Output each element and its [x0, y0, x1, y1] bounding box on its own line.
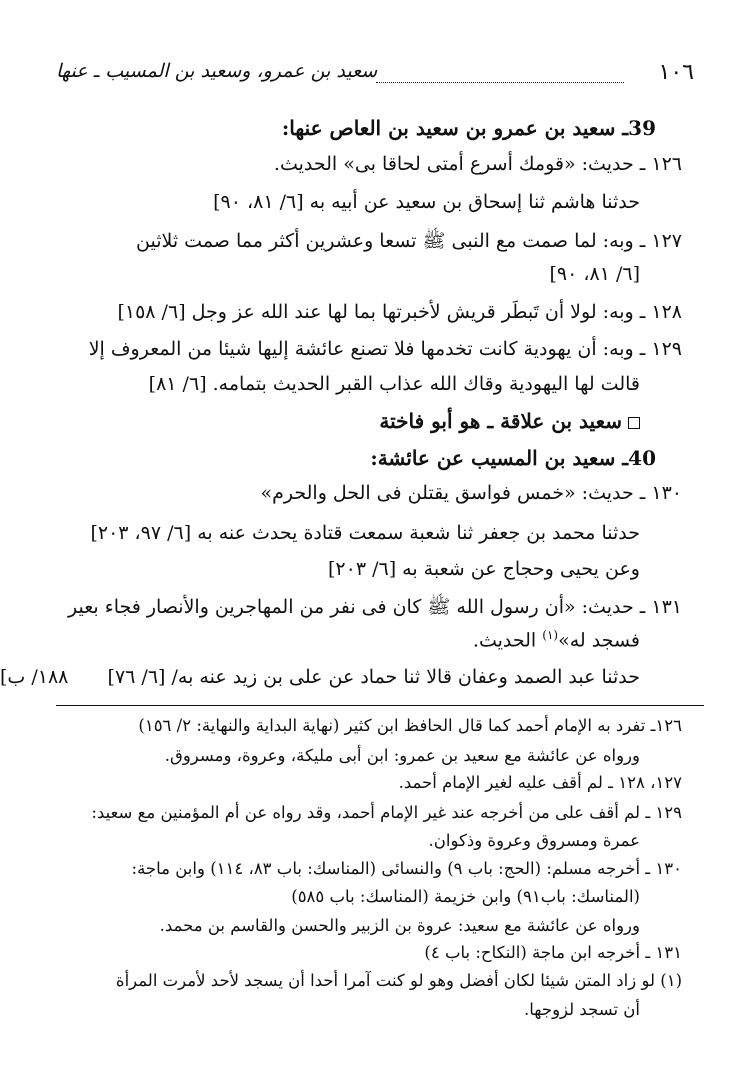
cross-reference-text: سعيد بن علاقة ـ هو أبو فاختة — [379, 409, 622, 433]
hadith-131-cont — [473, 628, 640, 651]
running-head — [56, 58, 694, 88]
hadith-131: ١٣١ ـ حديث: «أن رسول الله ﷺ كان فى نفر من المهاجرين والأنصار فجاء بعير — [68, 596, 682, 618]
isnad-131: حدثنا عبد الصمد وعفان قالا ثنا حماد عن على بن زيد عنه به/ [٦/ ٧٦] — [107, 666, 640, 688]
isnad-130-alt: وعن يحيى وحجاج عن شعبة به [٦/ ٢٠٣] — [328, 558, 640, 580]
hadith-128: ١٢٨ ـ وبه: لولا أن تَبطَر قريش لأخبرتها بما لها عند الله عز وجل [٦/ ١٥٨] — [117, 301, 682, 323]
hadith-131-text: فسجد له» — [558, 629, 640, 652]
hadith-130: ١٣٠ ـ حديث: «خمس فواسق يقتلن فى الحل والحرم» — [260, 482, 682, 504]
footnote-130-narrators: ورواه عن عائشة مع سعيد: عروة بن الزبير والحسن والقاسم بن محمد. — [159, 916, 640, 935]
cross-reference — [379, 409, 640, 433]
page-number: ١٠٦ — [658, 60, 694, 85]
running-title: سعيد بن عمرو، وسعيد بن المسيب ـ عنها — [56, 60, 378, 82]
hadith-131-tail: الحديث. — [472, 629, 543, 652]
isnad-126: حدثنا هاشم ثنا إسحاق بن سعيد عن أبيه به [٦/ ٨١، ٩٠] — [213, 191, 640, 213]
manuscript-folio-marker: [١٨٨/ ب — [0, 666, 69, 688]
footnote-note-1: (١) لو زاد المتن شيئا لكان أفضل وهو لو كنت آمرا أحدا أن يسجد لأحد لأمرت المرأة — [115, 971, 682, 990]
footnote-ref-1: (١) — [542, 628, 559, 642]
footnote-129-cont: عمرة ومسروق وعروة وذكوان. — [428, 831, 640, 850]
hadith-129: ١٢٩ ـ وبه: أن يهودية كانت تخدمها فلا تصنع عائشة إليها شيئا من المعروف إلا — [88, 338, 682, 360]
footnote-126: ١٢٦ـ تفرد به الإمام أحمد كما قال الحافظ ابن كثير (نهاية البداية والنهاية: ٢/ ١٥٦) — [138, 716, 682, 735]
section-heading-39: 39ـ سعيد بن عمرو بن سعيد بن العاص عنها: — [281, 116, 656, 140]
hadith-127: ١٢٧ ـ وبه: لما صمت مع النبى ﷺ تسعا وعشرين أكثر مما صمت ثلاثين — [136, 230, 682, 252]
section-heading-40: 40ـ سعيد بن المسيب عن عائشة: — [370, 446, 656, 470]
footnote-131: ١٣١ ـ أخرجه ابن ماجة (النكاح: باب ٤) — [424, 943, 682, 962]
footnote-separator — [56, 705, 704, 706]
hadith-126: ١٢٦ ـ حديث: «قومك أسرع أمتى لحاقا بى» الحديث. — [273, 153, 682, 175]
footnote-130-cont: (المناسك: باب٩١) وابن خزيمة (المناسك: باب ٥٨٥) — [291, 887, 640, 906]
hadith-129-cont: قالت لها اليهودية وقاك الله عذاب القبر الحديث بتمامه. [٦/ ٨١] — [148, 373, 640, 395]
square-bullet-icon — [628, 417, 640, 429]
footnote-note-1-cont: أن تسجد لزوجها. — [524, 1000, 640, 1019]
footnote-126-cont: ورواه عن عائشة مع سعيد بن عمرو: ابن أبى مليكة، وعروة، ومسروق. — [164, 746, 640, 765]
footnote-127-128: ١٢٧، ١٢٨ ـ لم أقف عليه لغير الإمام أحمد. — [398, 773, 682, 792]
footnote-130: ١٣٠ ـ أخرجه مسلم: (الحج: باب ٩) والنسائى (المناسك: باب ٨٣، ١١٤) وابن ماجة: — [131, 859, 682, 878]
footnote-129: ١٢٩ ـ لم أقف على من أخرجه عند غير الإمام أحمد، وقد رواه عن أم المؤمنين مع سعيد: — [91, 803, 682, 822]
citation-127: [٦/ ٨١، ٩٠] — [549, 263, 640, 285]
header-dotted-rule — [376, 82, 624, 83]
isnad-130: حدثنا محمد بن جعفر ثنا شعبة سمعت قتادة يحدث عنه به [٦/ ٩٧، ٢٠٣] — [90, 522, 640, 544]
